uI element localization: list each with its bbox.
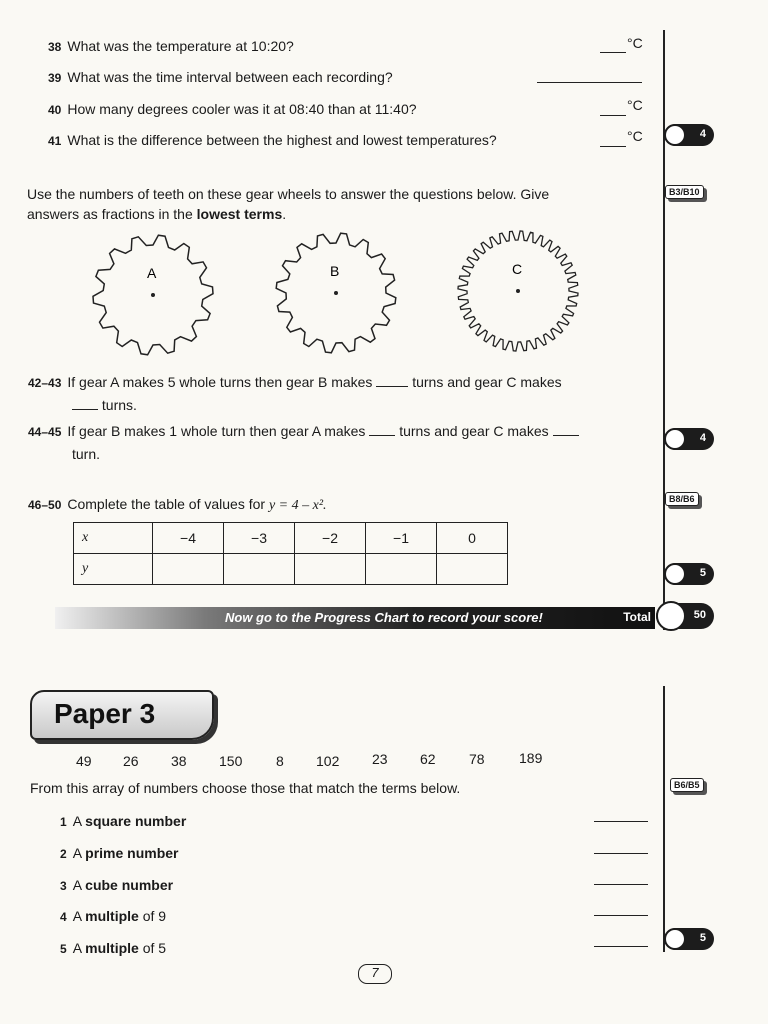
term-3	[60, 877, 173, 893]
score-box-46-50[interactable]	[664, 563, 714, 585]
table-input-cell[interactable]	[366, 554, 437, 585]
array-number: 23	[372, 751, 388, 767]
question-text: What was the temperature at 10:20?	[67, 38, 294, 54]
table-input-cell[interactable]	[224, 554, 295, 585]
array-number: 62	[420, 751, 436, 767]
term-2	[60, 845, 179, 861]
array-number: 38	[171, 753, 187, 769]
term-text: A	[72, 813, 86, 829]
answer-blank[interactable]	[369, 435, 395, 436]
paper-title: Paper 3	[54, 698, 156, 729]
score-box-1-5[interactable]	[664, 928, 714, 950]
table-cell: −1	[366, 523, 437, 554]
table-input-cell[interactable]	[153, 554, 224, 585]
score-box-38-41[interactable]	[664, 124, 714, 146]
answer-line-1[interactable]	[594, 821, 648, 822]
question-text: If gear B makes 1 whole turn then gear A makes	[67, 423, 366, 439]
answer-line-2[interactable]	[594, 853, 648, 854]
array-number: 49	[76, 753, 92, 769]
topic-tag: B8/B6	[665, 492, 699, 506]
term-text: A	[72, 940, 86, 956]
topic-tag: B3/B10	[665, 185, 704, 199]
total-score-box[interactable]	[656, 603, 714, 629]
question-number: 40	[48, 103, 62, 117]
table-cell: −2	[295, 523, 366, 554]
formula: y = 4 – x².	[268, 498, 327, 513]
term-1	[60, 813, 186, 829]
term-text: A	[72, 908, 86, 924]
banner-message: Now go to the Progress Chart to record your score!	[225, 610, 543, 625]
term-text: of 5	[138, 940, 167, 956]
question-number: 1	[60, 815, 67, 829]
page-number: 7	[358, 964, 392, 984]
term-text: of 9	[138, 908, 167, 924]
term-text: A	[72, 845, 86, 861]
question-number: 2	[60, 847, 67, 861]
question-number: 3	[60, 879, 67, 893]
question-number: 4	[60, 910, 67, 924]
answer-line-38[interactable]	[600, 52, 626, 53]
topic-tag: B6/B5	[670, 778, 704, 792]
question-text: How many degrees cooler was it at 08:40 than at 11:40?	[67, 101, 417, 117]
question-text: What was the time interval between each recording?	[67, 69, 393, 85]
question-42-43	[28, 371, 648, 416]
term-keyword: square number	[85, 813, 187, 829]
question-text: turns and gear C makes	[412, 374, 562, 390]
question-text: turns and gear C makes	[399, 423, 549, 439]
instruction-text: .	[282, 206, 287, 222]
instruction-line-2	[27, 204, 647, 224]
term-5	[60, 940, 166, 956]
question-39	[48, 69, 393, 85]
table-row-x	[74, 523, 508, 554]
array-number: 189	[519, 750, 543, 766]
answer-line-4[interactable]	[594, 915, 648, 916]
gear-c-label: C	[512, 261, 523, 277]
total-score: 50	[693, 609, 706, 621]
array-number: 26	[123, 753, 139, 769]
question-38	[48, 38, 294, 54]
score-max: 4	[699, 432, 706, 444]
gear-diagram	[0, 228, 660, 363]
question-41	[48, 132, 497, 148]
score-max: 5	[699, 567, 706, 579]
question-44-45	[28, 420, 648, 465]
paper-title-badge	[30, 690, 214, 740]
term-keyword: prime number	[85, 845, 179, 861]
table-cell: −3	[224, 523, 295, 554]
instruction-line-1: Use the numbers of teeth on these gear wheels to answer the questions below. Give	[27, 186, 550, 202]
score-circle[interactable]	[664, 124, 686, 146]
answer-blank[interactable]	[72, 409, 98, 410]
score-circle[interactable]	[664, 563, 686, 585]
table-header-x: x	[74, 523, 153, 554]
answer-line-41[interactable]	[600, 146, 626, 147]
answer-blank[interactable]	[376, 386, 408, 387]
gear-c-center	[516, 289, 520, 293]
score-max: 5	[699, 932, 706, 944]
gear-a-center	[151, 293, 155, 297]
table-input-cell[interactable]	[437, 554, 508, 585]
question-number: 5	[60, 942, 67, 956]
question-number: 44–45	[28, 425, 62, 439]
answer-line-5[interactable]	[594, 946, 648, 947]
score-box-42-45[interactable]	[664, 428, 714, 450]
question-text: turn.	[72, 446, 101, 462]
unit-label: °C	[627, 97, 643, 113]
array-number: 78	[469, 751, 485, 767]
values-table	[73, 522, 508, 585]
table-cell: −4	[153, 523, 224, 554]
table-row-y	[74, 554, 508, 585]
score-circle[interactable]	[664, 928, 686, 950]
question-number: 46–50	[28, 498, 62, 512]
term-keyword: cube number	[85, 877, 174, 893]
margin-rule-bottom	[663, 686, 665, 952]
gear-b-label: B	[330, 263, 340, 279]
answer-line-3[interactable]	[594, 884, 648, 885]
question-text: Complete the table of values for	[67, 496, 269, 512]
question-number: 41	[48, 134, 62, 148]
array-instruction: From this array of numbers choose those that match the terms below.	[30, 780, 461, 796]
question-text: turns.	[101, 397, 137, 413]
score-max: 4	[699, 128, 706, 140]
answer-blank[interactable]	[553, 435, 579, 436]
margin-rule-top	[663, 30, 665, 630]
term-keyword: multiple	[85, 908, 139, 924]
score-circle[interactable]	[656, 601, 686, 631]
term-text: A	[72, 877, 86, 893]
answer-line-39[interactable]	[537, 82, 642, 83]
array-number: 102	[316, 753, 340, 769]
score-circle[interactable]	[664, 428, 686, 450]
array-number: 150	[219, 753, 243, 769]
question-text: If gear A makes 5 whole turns then gear B makes	[67, 374, 373, 390]
instruction-emphasis: lowest terms	[196, 206, 283, 222]
unit-label: °C	[627, 128, 643, 144]
total-label: Total	[623, 610, 651, 624]
question-46-50	[28, 496, 327, 514]
term-keyword: multiple	[85, 940, 139, 956]
question-number: 42–43	[28, 376, 62, 390]
instruction-text: answers as fractions in the	[27, 206, 197, 222]
answer-line-40[interactable]	[600, 115, 626, 116]
unit-label: °C	[627, 35, 643, 51]
table-header-y: y	[74, 554, 153, 585]
array-number: 8	[276, 753, 284, 769]
term-4	[60, 908, 166, 924]
table-cell: 0	[437, 523, 508, 554]
progress-banner	[55, 607, 655, 629]
question-number: 38	[48, 40, 62, 54]
gear-a-label: A	[147, 265, 157, 281]
gears-instruction	[27, 184, 647, 224]
gear-b-center	[334, 291, 338, 295]
question-40	[48, 101, 417, 117]
question-number: 39	[48, 71, 62, 85]
question-text: What is the difference between the highest and lowest temperatures?	[67, 132, 497, 148]
table-input-cell[interactable]	[295, 554, 366, 585]
